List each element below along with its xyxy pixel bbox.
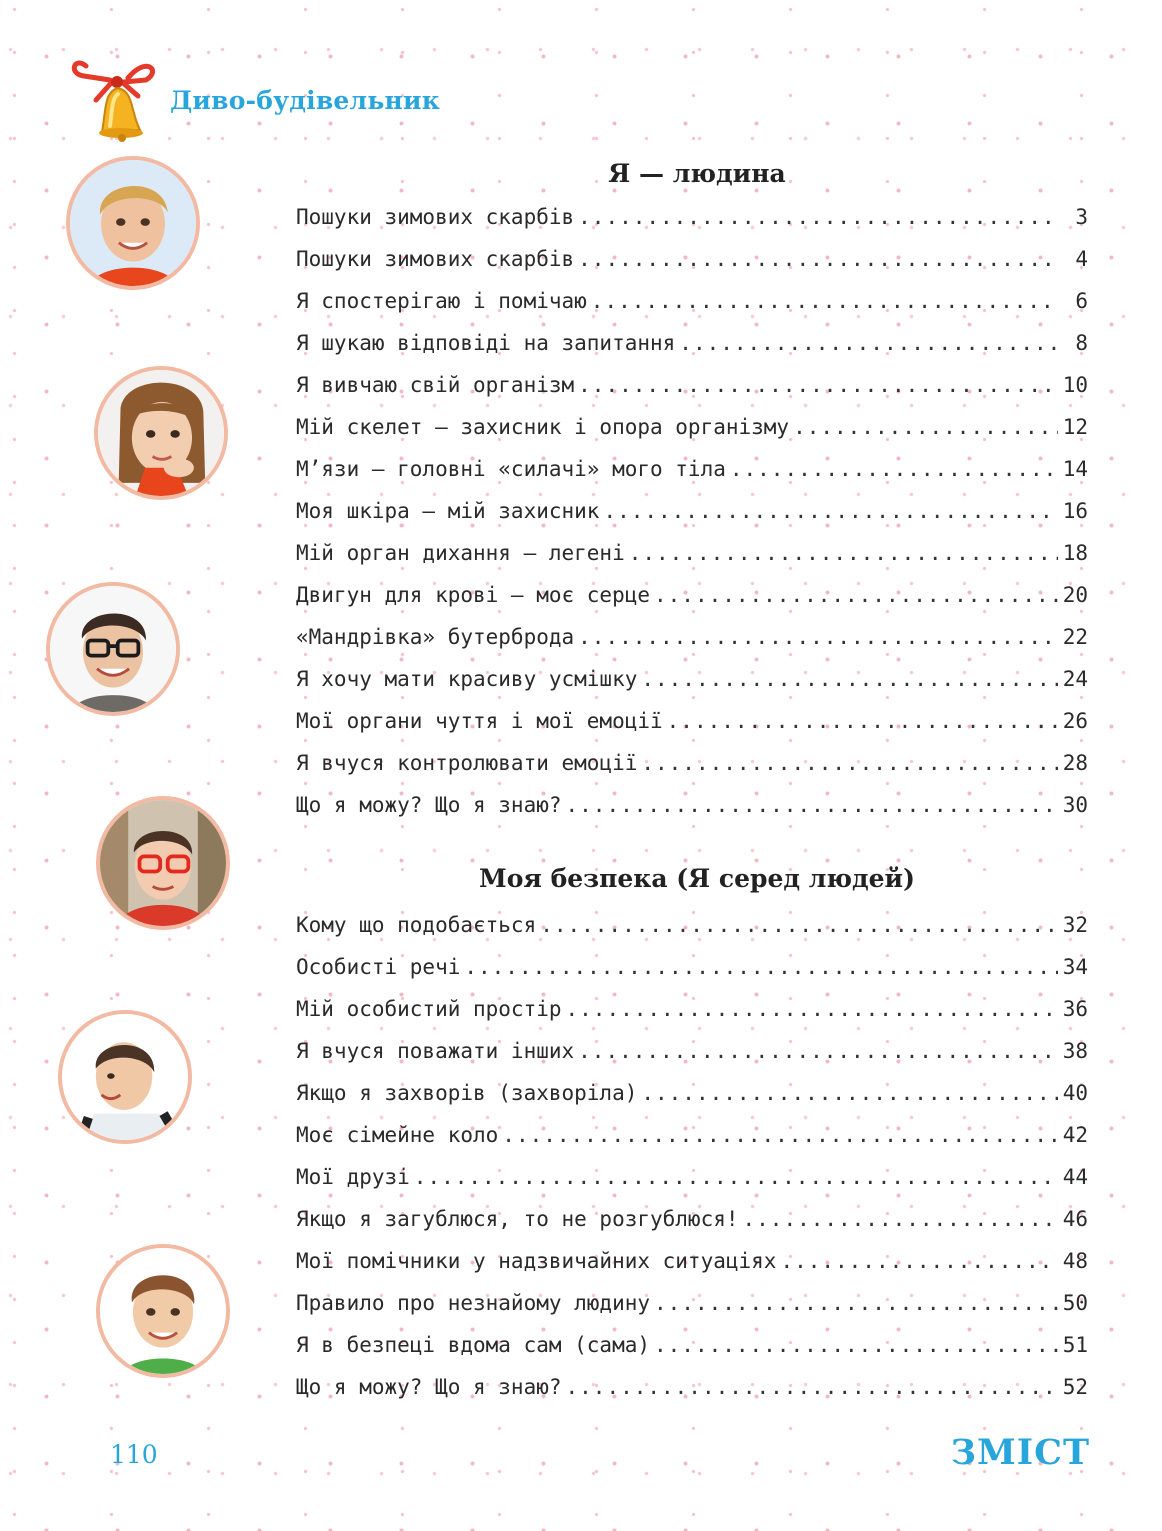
- toc-entry[interactable]: [296, 280, 1088, 322]
- toc-entry[interactable]: [296, 1282, 1088, 1324]
- entry-title: Я спостерігаю і помічаю: [296, 289, 587, 313]
- dot-leader: [566, 1366, 1058, 1408]
- toc-entry[interactable]: [296, 1072, 1088, 1114]
- contents-label: ЗМІСТ: [950, 1432, 1090, 1473]
- entry-page: 30: [1062, 793, 1088, 817]
- dot-leader: [654, 1282, 1058, 1324]
- dot-leader: [793, 406, 1058, 448]
- entry-page: 32: [1062, 913, 1088, 937]
- toc-entry[interactable]: [296, 904, 1088, 946]
- header: [66, 52, 166, 142]
- toc-entry[interactable]: [296, 490, 1088, 532]
- dot-leader: [578, 196, 1058, 238]
- toc-entry[interactable]: [296, 1324, 1088, 1366]
- toc-entry[interactable]: [296, 946, 1088, 988]
- toc-entry[interactable]: [296, 784, 1088, 826]
- entry-page: 36: [1062, 997, 1088, 1021]
- toc-entry[interactable]: [296, 574, 1088, 616]
- toc-entry[interactable]: [296, 1198, 1088, 1240]
- child-portrait-3: [50, 586, 176, 712]
- avatar: [66, 156, 200, 290]
- dot-leader: [414, 1156, 1058, 1198]
- entry-page: 8: [1075, 331, 1088, 355]
- toc-entry[interactable]: [296, 988, 1088, 1030]
- entry-title: М’язи — головні «силачі» мого тіла: [296, 457, 726, 481]
- entry-page: 22: [1062, 625, 1088, 649]
- toc-entry[interactable]: [296, 1156, 1088, 1198]
- entry-page: 50: [1062, 1291, 1088, 1315]
- entry-page: 12: [1062, 415, 1088, 439]
- toc-entry[interactable]: [296, 322, 1088, 364]
- dot-leader: [780, 1240, 1058, 1282]
- bell-icon: [66, 52, 166, 142]
- toc-entry[interactable]: [296, 406, 1088, 448]
- child-portrait-6: [100, 1248, 226, 1374]
- toc-entry[interactable]: [296, 1240, 1088, 1282]
- entry-page: 26: [1062, 709, 1088, 733]
- dot-leader: [641, 658, 1058, 700]
- dot-leader: [641, 742, 1058, 784]
- toc-entry[interactable]: [296, 700, 1088, 742]
- toc-entry[interactable]: [296, 196, 1088, 238]
- entry-title: Особисті речі: [296, 955, 461, 979]
- dot-leader: [578, 1030, 1058, 1072]
- dot-leader: [679, 322, 1058, 364]
- entry-title: Мій скелет — захисник і опора організму: [296, 415, 790, 439]
- entry-title: Я в безпеці вдома сам (сама): [296, 1333, 651, 1357]
- toc-section: [296, 854, 1088, 1408]
- entry-page: 3: [1075, 205, 1088, 229]
- dot-leader: [464, 946, 1058, 988]
- toc-entry[interactable]: [296, 742, 1088, 784]
- entry-title: Кому що подобається: [296, 913, 537, 937]
- toc-entry[interactable]: [296, 1030, 1088, 1072]
- dot-leader: [578, 616, 1058, 658]
- dot-leader: [654, 574, 1058, 616]
- entry-title: Мої помічники у надзвичайних ситуаціях: [296, 1249, 777, 1273]
- toc-entry[interactable]: [296, 1114, 1088, 1156]
- entry-page: 10: [1062, 373, 1088, 397]
- entry-title: Моє сімейне коло: [296, 1123, 499, 1147]
- entry-title: Я шукаю відповіді на запитання: [296, 331, 676, 355]
- dot-leader: [566, 988, 1058, 1030]
- dot-leader: [641, 1072, 1058, 1114]
- entry-page: 28: [1062, 751, 1088, 775]
- entry-title: Я хочу мати красиву усмішку: [296, 667, 638, 691]
- entry-title: Якщо я захворів (захворіла): [296, 1081, 638, 1105]
- entry-title: Що я можу? Що я знаю?: [296, 793, 562, 817]
- avatar: [58, 1010, 192, 1144]
- dot-leader: [566, 784, 1058, 826]
- entry-page: 38: [1062, 1039, 1088, 1063]
- toc-section: [296, 152, 1088, 826]
- dot-leader: [502, 1114, 1058, 1156]
- entry-title: Мої друзі: [296, 1165, 410, 1189]
- toc-entry[interactable]: [296, 532, 1088, 574]
- entry-page: 34: [1062, 955, 1088, 979]
- entry-page: 40: [1062, 1081, 1088, 1105]
- dot-leader: [591, 280, 1058, 322]
- entry-title: Мої органи чуття і мої емоції: [296, 709, 663, 733]
- entry-page: 4: [1075, 247, 1088, 271]
- dot-leader: [743, 1198, 1058, 1240]
- entry-page: 48: [1062, 1249, 1088, 1273]
- page-number: 110: [110, 1440, 158, 1469]
- entry-title: Мій особистий простір: [296, 997, 562, 1021]
- child-portrait-1: [70, 160, 196, 286]
- entry-page: 44: [1062, 1165, 1088, 1189]
- entry-title: Я вчуся поважати інших: [296, 1039, 575, 1063]
- entry-title: Правило про незнайому людину: [296, 1291, 651, 1315]
- dot-leader: [603, 490, 1058, 532]
- section-heading: Моя безпека (Я серед людей): [479, 864, 915, 893]
- entry-page: 20: [1062, 583, 1088, 607]
- child-portrait-5: [62, 1014, 188, 1140]
- toc-entry[interactable]: [296, 616, 1088, 658]
- table-of-contents: [296, 152, 1088, 1408]
- toc-entry[interactable]: [296, 1366, 1088, 1408]
- dot-leader: [540, 904, 1058, 946]
- entry-page: 42: [1062, 1123, 1088, 1147]
- entry-title: Пошуки зимових скарбів: [296, 205, 575, 229]
- entry-page: 16: [1062, 499, 1088, 523]
- entry-title: Я вивчаю свій організм: [296, 373, 575, 397]
- entry-title: «Мандрівка» бутерброда: [296, 625, 575, 649]
- entry-title: Якщо я загублюся, то не розгублюся!: [296, 1207, 739, 1231]
- child-portrait-4: [100, 800, 226, 926]
- entry-title: Мій орган дихання — легені: [296, 541, 625, 565]
- dot-leader: [667, 700, 1058, 742]
- series-title: Диво-будівельник: [170, 86, 440, 115]
- dot-leader: [654, 1324, 1058, 1366]
- entry-title: Я вчуся контролювати емоції: [296, 751, 638, 775]
- entry-page: 14: [1062, 457, 1088, 481]
- dot-leader: [629, 532, 1058, 574]
- dot-leader: [578, 364, 1058, 406]
- avatar: [96, 796, 230, 930]
- entry-page: 6: [1075, 289, 1088, 313]
- toc-entry[interactable]: [296, 658, 1088, 700]
- toc-entry[interactable]: [296, 364, 1088, 406]
- entry-page: 52: [1062, 1375, 1088, 1399]
- entry-page: 24: [1062, 667, 1088, 691]
- entry-title: Пошуки зимових скарбів: [296, 247, 575, 271]
- dot-leader: [578, 238, 1058, 280]
- toc-entry[interactable]: [296, 238, 1088, 280]
- entry-title: Моя шкіра — мій захисник: [296, 499, 600, 523]
- entry-page: 18: [1062, 541, 1088, 565]
- section-heading: Я — людина: [608, 159, 786, 188]
- avatar: [94, 366, 228, 500]
- entry-page: 51: [1062, 1333, 1088, 1357]
- child-portrait-2: [98, 370, 224, 496]
- avatar: [96, 1244, 230, 1378]
- toc-entry[interactable]: [296, 448, 1088, 490]
- entry-title: Що я можу? Що я знаю?: [296, 1375, 562, 1399]
- dot-leader: [730, 448, 1058, 490]
- entry-title: Двигун для крові – моє серце: [296, 583, 651, 607]
- avatar: [46, 582, 180, 716]
- entry-page: 46: [1062, 1207, 1088, 1231]
